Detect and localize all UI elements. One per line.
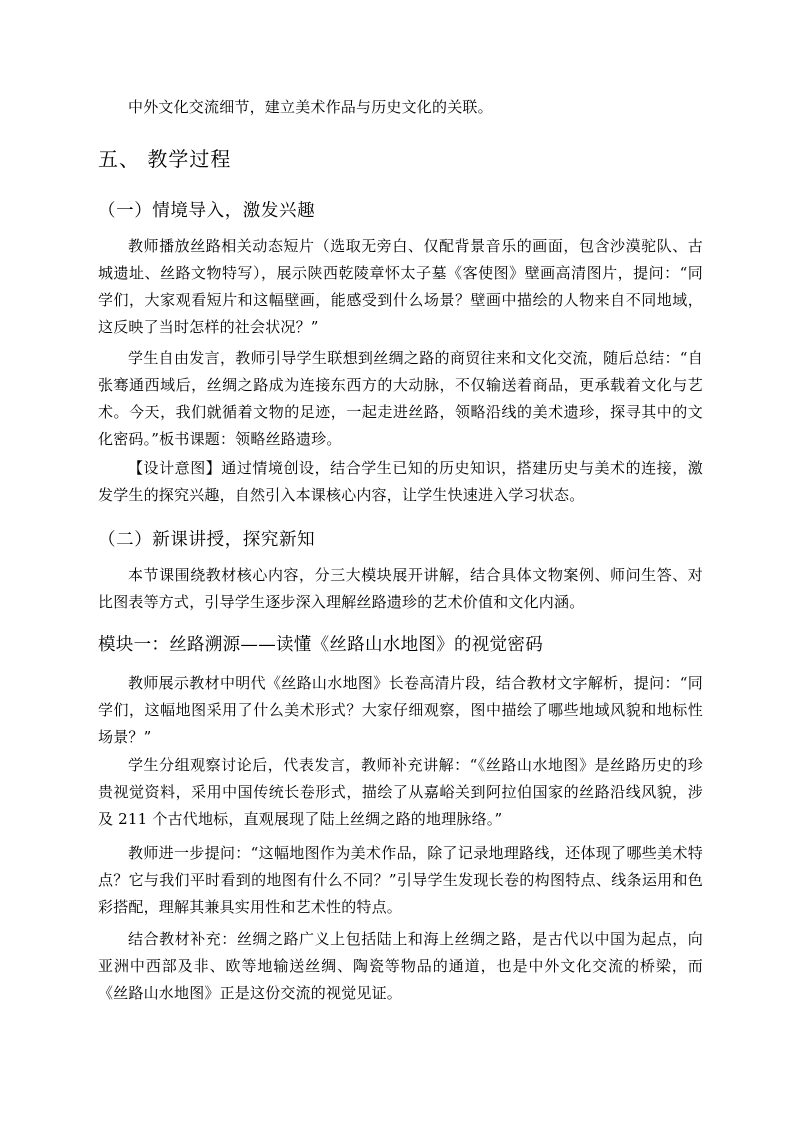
module-heading-1 bbox=[98, 632, 703, 658]
paragraph-8 bbox=[98, 926, 703, 1007]
paragraph-design-intent bbox=[98, 455, 703, 509]
section-title: 五、 教学过程 bbox=[98, 147, 232, 171]
paragraph-2 bbox=[98, 345, 703, 453]
paragraph-4 bbox=[98, 562, 703, 616]
paragraph-text: 学生自由发言，教师引导学生联想到丝绸之路的商贸往来和文化交流，随后总结：“自张骞通西域后，丝绸之路成为连接东西方的大动脉，不仅输送着商品，更承载着文化与艺术。今天，我们就循着文物的足迹，一起走进丝路，领略沿线的美术遗珍，探寻其中的文化密码。”板书课题：领略丝路遗珍。 bbox=[98, 349, 703, 448]
subsection-heading-2 bbox=[98, 527, 703, 553]
subsection-title: （二）新课讲授，探究新知 bbox=[98, 530, 316, 550]
paragraph-text: 教师进一步提问：“这幅地图作为美术作品，除了记录地理路线，还体现了哪些美术特点？它与我们平时看到的地图有什么不同？”引导学生发现长卷的构图特点、线条运用和色彩搭配，理解其兼具实用性和艺术性的特点。 bbox=[98, 844, 703, 916]
paragraph-1 bbox=[98, 233, 703, 341]
subsection-title: （一）情境导入，激发兴趣 bbox=[98, 201, 316, 221]
paragraph-7 bbox=[98, 840, 703, 921]
paragraph-text: 【设计意图】通过情境创设，结合学生已知的历史知识，搭建历史与美术的连接，激发学生的探究兴趣，自然引入本课核心内容，让学生快速进入学习状态。 bbox=[98, 459, 703, 504]
paragraph-6 bbox=[98, 752, 703, 833]
paragraph-text: 教师播放丝路相关动态短片（选取无旁白、仅配背景音乐的画面，包含沙漠驼队、古城遗址、丝路文物特写），展示陕西乾陵章怀太子墓《客使图》壁画高清图片，提问：“同学们，大家观看短片和这幅壁画，能感受到什么场景？壁画中描绘的人物来自不同地域，这反映了当时怎样的社会状况？” bbox=[98, 237, 703, 336]
paragraph-text: 本节课围绕教材核心内容，分三大模块展开讲解，结合具体文物案例、师问生答、对比图表等方式，引导学生逐步深入理解丝路遗珍的艺术价值和文化内涵。 bbox=[98, 566, 703, 611]
section-heading-5 bbox=[98, 145, 703, 173]
paragraph-text: 学生分组观察讨论后，代表发言，教师补充讲解：“《丝路山水地图》是丝路历史的珍贵视觉资料，采用中国传统长卷形式，描绘了从嘉峪关到阿拉伯国家的丝路沿线风貌，涉及 211 个古代地标，直观展现了陆上丝绸之路的地理脉络。” bbox=[98, 756, 703, 828]
paragraph-continuation bbox=[98, 94, 703, 121]
paragraph-text: 中外文化交流细节，建立美术作品与历史文化的关联。 bbox=[128, 98, 493, 116]
paragraph-text: 结合教材补充：丝绸之路广义上包括陆上和海上丝绸之路，是古代以中国为起点，向亚洲中西部及非、欧等地输送丝绸、陶瓷等物品的通道，也是中外文化交流的桥梁，而《丝路山水地图》正是这份交流的视觉见证。 bbox=[98, 930, 703, 1002]
subsection-heading-1 bbox=[98, 198, 703, 224]
paragraph-5 bbox=[98, 670, 703, 751]
module-title: 模块一：丝路溯源——读懂《丝路山水地图》的视觉密码 bbox=[98, 635, 543, 655]
paragraph-text: 教师展示教材中明代《丝路山水地图》长卷高清片段，结合教材文字解析，提问：“同学们，这幅地图采用了什么美术形式？大家仔细观察，图中描绘了哪些地域风貌和地标性场景？” bbox=[98, 674, 703, 746]
